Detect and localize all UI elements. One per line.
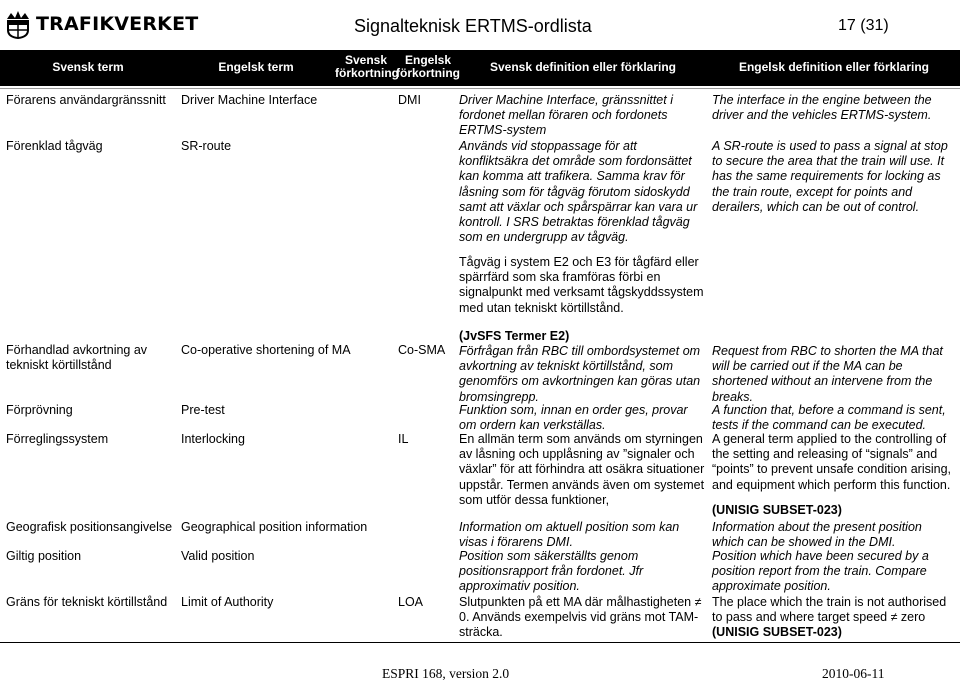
engelsk-term: Valid position <box>181 549 255 563</box>
svensk-term: Förarens användargränssnitt <box>6 93 166 107</box>
engelsk-definition: Position which have been secured by a position report from the train. Compare approximate position. <box>712 549 929 594</box>
svensk-term: Giltig position <box>6 549 82 563</box>
abbreviation: DMI <box>398 93 421 107</box>
svensk-definition: Förfrågan från RBC till ombordsystemet om avkortning av tekniskt körtillstånd, som genomförs om avkortningen kan göras utan bromsingrepp. <box>459 344 701 404</box>
col-engelsk-definition: Engelsk definition eller förklaring <box>738 60 930 74</box>
engelsk-term: Geographical position information <box>181 520 368 534</box>
definition-reference: (UNISIG SUBSET-023) <box>712 503 842 517</box>
engelsk-definition: The interface in the engine between the driver and the vehicles ERTMS-system. <box>712 93 932 123</box>
svensk-term: Förenklad tågväg <box>6 139 103 153</box>
svensk-term: Förhandlad avkortning av tekniskt körtillstånd <box>6 343 148 373</box>
engelsk-definition: The place which the train is not authorised to pass and where target speed ≠ zero <box>712 595 947 625</box>
svensk-definition: Driver Machine Interface, gränssnittet i fordonet mellan föraren och fordonets ERTMS-system <box>459 93 673 138</box>
engelsk-term: Co-operative shortening of MA <box>181 343 351 357</box>
svensk-term: Förprövning <box>6 403 73 417</box>
footer-doc-ref: ESPRI 168, version 2.0 <box>382 666 510 681</box>
logo-wordmark: TRAFIKVERKET <box>36 13 199 35</box>
crown-icon <box>4 9 32 39</box>
col-engelsk-forkortning: Engelsk förkortning <box>396 53 460 80</box>
svensk-definition: En allmän term som används om styrningen av låsning och upplåsning av ”signaler och växlar” för att förhindra att osäkra situationer uppstår. Termen används även om systemet som utför dessa funktioner, <box>459 432 705 507</box>
engelsk-term: Driver Machine Interface <box>181 93 318 107</box>
table-bottom-rule <box>0 642 960 643</box>
engelsk-definition: Information about the present position which can be showed in the DMI. <box>712 520 922 550</box>
definition-reference: (JvSFS Termer E2) <box>459 329 570 343</box>
abbreviation: IL <box>398 432 409 446</box>
trafikverket-logo <box>4 8 198 40</box>
engelsk-definition: A function that, before a command is sent, tests if the command can be executed. <box>712 403 946 433</box>
engelsk-term: SR-route <box>181 139 232 153</box>
svensk-definition: Funktion som, innan en order ges, provar om ordern kan verkställas. <box>459 403 688 433</box>
svensk-definition-prefix: Tågväg i system E2 och E3 för tågfärd eller spärrfärd som ska framföras förbi en signalpunkt med verksamt tågskyddssystem med utan tekniskt körtillstånd. <box>459 255 704 315</box>
svensk-definition: Slutpunkten på ett MA där målhastigheten ≠ 0. Används exempelvis vid gräns mot TAM-sträcka. <box>459 595 702 640</box>
header-divider <box>0 88 960 89</box>
definition-reference: (UNISIG SUBSET-023) <box>712 625 842 639</box>
engelsk-definition: A general term applied to the controlling of the setting and releasing of “signals” and “points” to prevent unsafe condition arising, and equipment which perform this function. <box>712 432 952 492</box>
table-header <box>0 50 960 86</box>
engelsk-term: Interlocking <box>181 432 245 446</box>
svensk-definition: Används vid stoppassage för att konfliktsäkra det område som fordonsättet kan komma att trafikera. Samma krav för låsning som för tågväg förutom sidoskydd samt att växlar och spårspärrar kan vara ur kontroll. I SRS betraktas förenklad tågväg som en undergrupp av tågväg. <box>459 139 698 245</box>
svensk-definition: Information om aktuell position som kan visas i förarens DMI. <box>459 520 680 550</box>
footer-date: 2010-06-11 <box>822 666 885 681</box>
svensk-term: Geografisk positionsangivelse <box>6 520 173 534</box>
col-svensk-definition: Svensk definition eller förklaring <box>489 60 677 74</box>
document-title: Signalteknisk ERTMS-ordlista <box>354 16 592 36</box>
engelsk-definition: A SR-route is used to pass a signal at stop to secure the area that the train will use. It has the same requirements for locking as the train route, except for points and derailers, which can be out of control. <box>712 139 948 214</box>
col-engelsk-term: Engelsk term <box>218 60 294 74</box>
col-svensk-term: Svensk term <box>52 60 124 74</box>
abbreviation: Co-SMA <box>398 343 446 357</box>
svensk-term: Gräns för tekniskt körtillstånd <box>6 595 168 609</box>
abbreviation: LOA <box>398 595 424 609</box>
engelsk-definition: Request from RBC to shorten the MA that will be carried out if the MA can be shortened without an intervene from the breaks. <box>712 344 943 404</box>
svensk-term: Förreglingssystem <box>6 432 109 446</box>
engelsk-term: Pre-test <box>181 403 225 417</box>
svensk-definition: Position som säkerställts genom positionsrapport från fordonet. Jfr approximativ position. <box>459 549 644 594</box>
page-number: 17 (31) <box>838 17 889 34</box>
engelsk-term: Limit of Authority <box>181 595 274 609</box>
col-svensk-forkortning: Svensk förkortning <box>335 53 399 80</box>
